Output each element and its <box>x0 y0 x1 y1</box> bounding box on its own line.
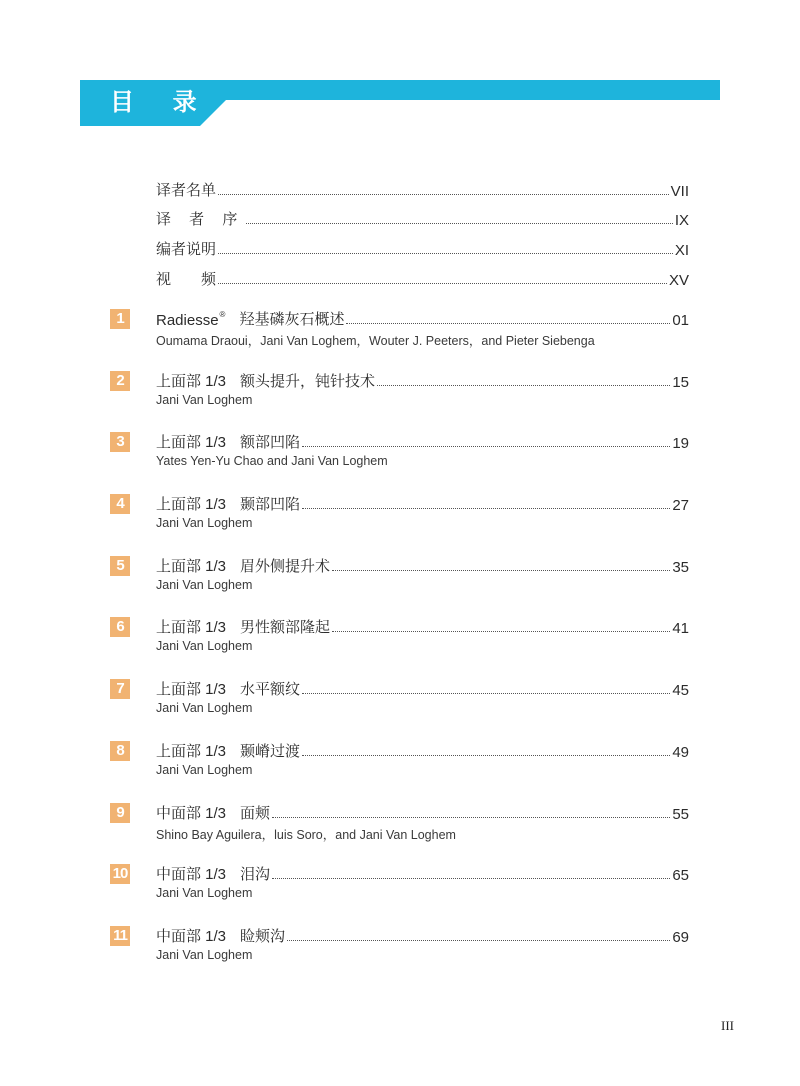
chapter-section-text: 上面部 1/3 <box>156 557 227 575</box>
chapter-title-row <box>156 305 689 329</box>
chapter-entry[interactable] <box>110 610 689 672</box>
dot-leader <box>332 631 670 632</box>
chapter-page: 41 <box>672 620 689 638</box>
chapter-section-text: 上面部 1/3 <box>156 434 227 452</box>
chapter-page: 55 <box>672 805 689 823</box>
chapter-title: 眉外侧提升术 <box>240 557 331 575</box>
chapter-title: 颞嵴过渡 <box>240 742 301 760</box>
dot-leader <box>302 446 670 447</box>
dot-leader <box>346 323 670 324</box>
chapter-section <box>156 555 226 576</box>
chapter-number-badge: 1 <box>110 309 130 329</box>
chapter-number-badge: 6 <box>110 617 130 637</box>
chapter-list <box>110 302 689 981</box>
front-matter-label: 编者说明 <box>156 241 217 259</box>
chapter-title-row <box>156 860 689 884</box>
chapter-entry[interactable] <box>110 796 689 858</box>
chapter-page: 01 <box>672 312 689 329</box>
chapter-title-row <box>156 922 689 946</box>
chapter-authors: Jani Van Loghem <box>156 639 253 654</box>
toc-banner <box>80 80 720 126</box>
chapter-entry[interactable] <box>110 549 689 611</box>
chapter-entry[interactable] <box>110 364 689 426</box>
chapter-title: 睑颊沟 <box>240 927 286 945</box>
chapter-title-row <box>156 428 689 452</box>
chapter-entry[interactable] <box>110 425 689 487</box>
dot-leader <box>218 253 673 254</box>
chapter-section-text: 上面部 1/3 <box>156 619 227 637</box>
dot-leader <box>272 878 670 879</box>
page-number: III <box>721 1018 734 1033</box>
chapter-entry[interactable] <box>110 919 689 981</box>
front-matter-list <box>156 170 689 289</box>
chapter-title: 额部凹陷 <box>240 434 301 452</box>
chapter-title: 水平额纹 <box>240 681 301 699</box>
dot-leader <box>218 283 667 284</box>
chapter-section-text: 上面部 1/3 <box>156 496 227 514</box>
front-matter-page: IX <box>674 212 689 230</box>
chapter-authors: Oumama Draoui，Jani Van Loghem，Wouter J. Peeters，and Pieter Siebenga <box>156 334 595 348</box>
chapter-authors: Shino Bay Aguilera，luis Soro，and Jani Van Loghem <box>156 827 456 842</box>
chapter-section-text: 中面部 1/3 <box>156 927 227 945</box>
chapter-authors: Jani Van Loghem <box>156 886 253 901</box>
chapter-authors: Yates Yen-Yu Chao and Jani Van Loghem <box>156 454 388 469</box>
chapter-title-row <box>156 552 689 576</box>
chapter-authors: Jani Van Loghem <box>156 701 253 716</box>
chapter-authors: Jani Van Loghem <box>156 762 253 777</box>
chapter-title-row <box>156 367 689 391</box>
front-matter-label: 译 者 序 <box>156 211 245 229</box>
chapter-section <box>156 616 226 637</box>
chapter-number-badge: 11 <box>110 926 130 946</box>
dot-leader <box>246 223 672 224</box>
chapter-entry[interactable] <box>110 857 689 919</box>
front-matter-page: XI <box>674 242 689 260</box>
chapter-section-text: 上面部 1/3 <box>156 372 227 390</box>
front-matter-item[interactable] <box>156 259 689 289</box>
front-matter-item[interactable] <box>156 229 689 259</box>
chapter-authors: Jani Van Loghem <box>156 516 253 531</box>
chapter-number-badge: 4 <box>110 494 130 514</box>
front-matter-item[interactable] <box>156 200 689 230</box>
chapter-title: 颞部凹陷 <box>240 496 301 514</box>
chapter-section-text: 中面部 1/3 <box>156 866 227 884</box>
front-matter-page: XV <box>668 271 689 289</box>
chapter-title-row <box>156 675 689 699</box>
chapter-title: 额头提升，钝针技术 <box>240 372 376 390</box>
chapter-page: 15 <box>672 373 689 391</box>
page-title: 目 录 <box>110 89 213 116</box>
chapter-entry[interactable] <box>110 672 689 734</box>
dot-leader <box>302 693 670 694</box>
chapter-section <box>156 925 226 946</box>
chapter-section-text: 上面部 1/3 <box>156 742 227 760</box>
chapter-section <box>156 802 226 823</box>
chapter-section-text: 中面部 1/3 <box>156 804 227 822</box>
chapter-page: 45 <box>672 682 689 700</box>
chapter-title-row <box>156 613 689 637</box>
chapter-entry[interactable] <box>110 302 689 364</box>
chapter-section-text: Radiesse <box>156 312 219 329</box>
chapter-number-badge: 2 <box>110 371 130 391</box>
chapter-authors: Jani Van Loghem <box>156 392 253 407</box>
chapter-number-badge: 8 <box>110 741 130 761</box>
chapter-number-badge: 10 <box>110 864 130 884</box>
front-matter-item[interactable] <box>156 170 689 200</box>
front-matter-page: VII <box>670 182 689 200</box>
chapter-authors: Jani Van Loghem <box>156 577 253 592</box>
dot-leader <box>272 817 670 818</box>
chapter-section <box>156 312 225 329</box>
chapter-entry[interactable] <box>110 734 689 796</box>
chapter-section <box>156 678 226 699</box>
chapter-number-badge: 9 <box>110 803 130 823</box>
chapter-section <box>156 863 226 884</box>
dot-leader <box>302 755 670 756</box>
chapter-entry[interactable] <box>110 487 689 549</box>
chapter-title-row <box>156 490 689 514</box>
chapter-title-row <box>156 799 689 823</box>
chapter-number-badge: 7 <box>110 679 130 699</box>
chapter-section <box>156 493 226 514</box>
chapter-authors: Jani Van Loghem <box>156 947 253 962</box>
chapter-number-badge: 3 <box>110 432 130 452</box>
chapter-page: 65 <box>672 867 689 885</box>
chapter-title: 泪沟 <box>240 866 271 884</box>
dot-leader <box>218 194 669 195</box>
chapter-page: 49 <box>672 743 689 761</box>
front-matter-label: 视 频 <box>156 270 217 288</box>
registered-mark: ® <box>219 310 226 319</box>
dot-leader <box>377 385 670 386</box>
chapter-section <box>156 431 226 452</box>
chapter-title-row <box>156 737 689 761</box>
chapter-page: 27 <box>672 497 689 515</box>
chapter-section <box>156 740 226 761</box>
chapter-number-badge: 5 <box>110 556 130 576</box>
chapter-title: 男性额部隆起 <box>240 619 331 637</box>
chapter-title: 羟基磷灰石概述 <box>239 311 345 328</box>
chapter-section-text: 上面部 1/3 <box>156 681 227 699</box>
chapter-section <box>156 370 226 391</box>
chapter-title: 面颊 <box>240 804 271 822</box>
chapter-page: 35 <box>672 558 689 576</box>
front-matter-label: 译者名单 <box>156 181 217 199</box>
dot-leader <box>302 508 670 509</box>
chapter-page: 69 <box>672 928 689 946</box>
dot-leader <box>332 570 670 571</box>
chapter-page: 19 <box>672 435 689 453</box>
dot-leader <box>287 940 670 941</box>
